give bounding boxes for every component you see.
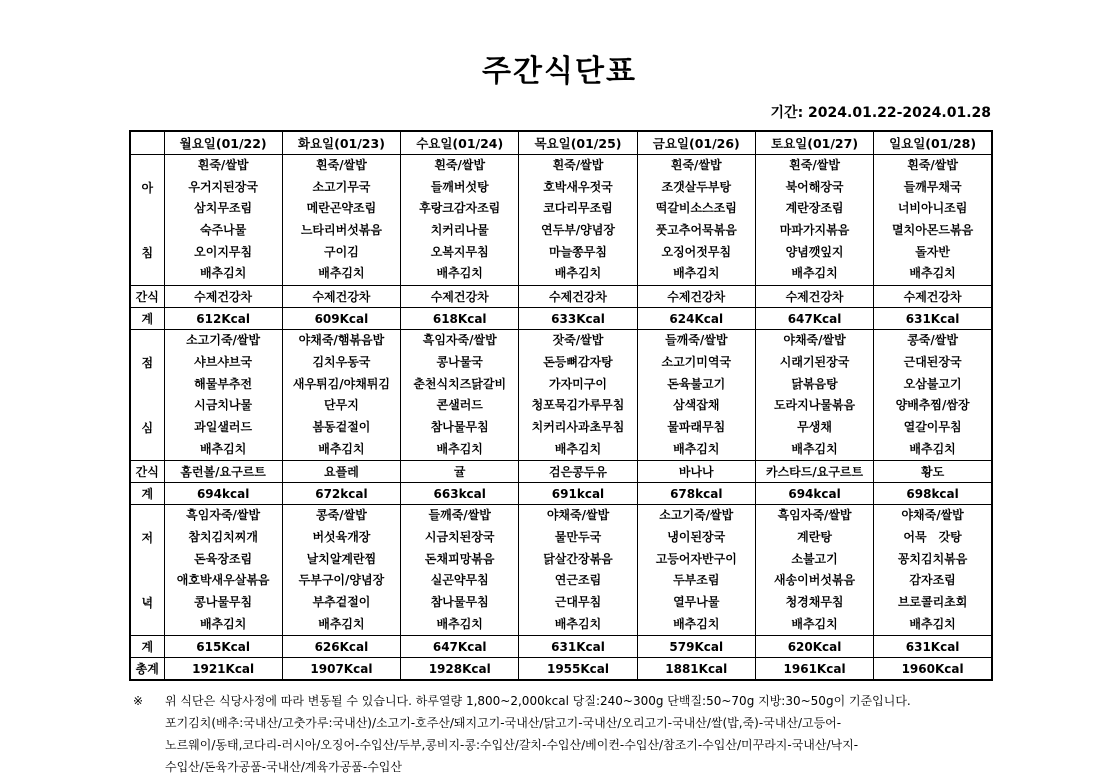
breakfast-kcal-label: 계 — [130, 308, 164, 330]
menu-item: 콩죽/쌀밥 — [316, 508, 367, 523]
menu-item: 호박새우젓국 — [543, 179, 613, 194]
menu-item: 콘샐러드 — [436, 398, 483, 413]
menu-item: 멸치아몬드볶음 — [892, 223, 974, 238]
lunch-snack-row — [130, 461, 992, 483]
menu-item: 청포묵김가루무침 — [531, 398, 625, 413]
lunch-kcal-label: 계 — [130, 483, 164, 505]
menu-item: 떡갈비소스조림 — [655, 201, 737, 216]
day-header: 월요일(01/22) — [164, 131, 282, 155]
lunch-label-box — [131, 330, 164, 460]
menu-item: 들깨무채국 — [903, 179, 962, 194]
breakfast-kcal-cell: 633Kcal — [519, 308, 637, 330]
menu-item: 과일샐러드 — [194, 419, 253, 434]
breakfast-snack-cell: 수제건강차 — [874, 286, 992, 308]
menu-item: 물파래무침 — [667, 419, 726, 434]
note-mark: ※ — [133, 694, 144, 708]
dinner-day-cell — [164, 505, 282, 636]
menu-item: 배추김치 — [318, 266, 365, 281]
lunch-row — [130, 330, 992, 461]
dinner-day-cell — [519, 505, 637, 636]
menu-item: 닭볶음탕 — [791, 376, 838, 391]
lunch-kcal-cell: 694kcal — [755, 483, 873, 505]
menu-item: 실곤약무침 — [430, 573, 489, 588]
dinner-kcal-cell: 631Kcal — [874, 636, 992, 658]
menu-item: 도라지나물볶음 — [773, 398, 856, 413]
lunch-snack-cell: 바나나 — [637, 461, 755, 483]
menu-item: 흰죽/쌀밥 — [197, 158, 249, 172]
menu-item: 배추김치 — [554, 441, 602, 456]
breakfast-day-cell — [637, 155, 755, 286]
menu-item: 코다리무조림 — [543, 201, 613, 216]
menu-item: 배추김치 — [909, 266, 956, 281]
menu-item: 잣죽/쌀밥 — [552, 333, 604, 348]
menu-item: 소고기미역국 — [661, 354, 732, 369]
breakfast-snack-cell: 수제건강차 — [401, 286, 519, 308]
breakfast-day-cell — [401, 155, 519, 286]
menu-item: 배추김치 — [436, 266, 483, 281]
menu-item: 배추김치 — [554, 616, 602, 631]
menu-item: 꽁치김치볶음 — [897, 551, 968, 566]
weekly-menu-table — [129, 130, 993, 681]
total-kcal-row — [130, 658, 992, 681]
corner-cell — [130, 131, 164, 155]
menu-item: 배추김치 — [199, 616, 247, 631]
menu-item: 흑임자죽/쌀밥 — [422, 333, 497, 348]
breakfast-day-cell — [164, 155, 282, 286]
lunch-day-cell — [874, 330, 992, 461]
breakfast-label-char: 아 — [141, 181, 154, 196]
menu-item: 소고기죽/쌀밥 — [186, 333, 261, 348]
breakfast-kcal-cell: 647Kcal — [755, 308, 873, 330]
menu-item: 야채죽/쌀밥 — [546, 508, 610, 523]
menu-item: 야채죽/햄볶음밥 — [298, 333, 385, 348]
menu-item: 참나물무침 — [430, 419, 489, 434]
menu-item: 날치알계란찜 — [306, 551, 377, 566]
menu-item: 김치우동국 — [312, 354, 371, 369]
menu-item: 풋고추어묵볶음 — [655, 223, 737, 238]
menu-item: 콩죽/쌀밥 — [907, 333, 958, 348]
menu-item: 두부구이/양념장 — [298, 573, 385, 588]
menu-item: 어묵 갓탕 — [903, 529, 962, 544]
menu-item: 배추김치 — [791, 616, 838, 631]
breakfast-label-box — [131, 155, 164, 285]
menu-item: 무생채 — [797, 419, 832, 434]
breakfast-day-cell — [874, 155, 992, 286]
breakfast-snack-cell: 수제건강차 — [637, 286, 755, 308]
lunch-kcal-cell: 672kcal — [282, 483, 400, 505]
total-kcal-cell: 1960Kcal — [874, 658, 992, 681]
dinner-kcal-cell: 631Kcal — [519, 636, 637, 658]
menu-item: 근대된장국 — [903, 354, 962, 369]
lunch-kcal-cell: 691kcal — [519, 483, 637, 505]
menu-item: 연두부/양념장 — [541, 223, 615, 238]
menu-item: 두부조림 — [673, 573, 720, 588]
menu-item: 봄동겉절이 — [312, 419, 371, 434]
menu-item: 조갯살두부탕 — [661, 179, 732, 194]
menu-item: 배추김치 — [791, 441, 838, 456]
dinner-kcal-cell: 626Kcal — [282, 636, 400, 658]
lunch-snack-cell: 홈런볼/요구르트 — [164, 461, 282, 483]
lunch-day-cell — [282, 330, 400, 461]
menu-item: 흑임자죽/쌀밥 — [777, 508, 852, 523]
menu-item: 들깨죽/쌀밥 — [428, 508, 491, 523]
lunch-label — [130, 330, 164, 461]
menu-item: 들깨죽/쌀밥 — [665, 333, 728, 348]
lunch-day-cell — [519, 330, 637, 461]
breakfast-kcal-cell: 624Kcal — [637, 308, 755, 330]
menu-item: 흰죽/쌀밥 — [789, 158, 840, 172]
menu-item: 야채죽/쌀밥 — [783, 333, 846, 348]
menu-item: 마파가지볶음 — [779, 223, 850, 238]
dinner-label-box — [131, 505, 164, 635]
day-header: 화요일(01/23) — [282, 131, 400, 155]
menu-item: 열갈이무침 — [903, 419, 962, 434]
menu-item: 연근조림 — [554, 573, 602, 588]
total-kcal-cell: 1961Kcal — [755, 658, 873, 681]
lunch-snack-cell: 요플레 — [282, 461, 400, 483]
total-kcal-cell: 1955Kcal — [519, 658, 637, 681]
breakfast-snack-cell: 수제건강차 — [755, 286, 873, 308]
menu-item: 흰죽/쌀밥 — [434, 158, 486, 172]
lunch-snack-cell: 귤 — [401, 461, 519, 483]
breakfast-day-cell — [755, 155, 873, 286]
menu-item: 배추김치 — [318, 441, 365, 456]
dinner-kcal-cell: 579Kcal — [637, 636, 755, 658]
menu-item: 돈채피망볶음 — [424, 551, 495, 566]
total-kcal-cell: 1928Kcal — [401, 658, 519, 681]
breakfast-label — [130, 155, 164, 286]
menu-item: 배추김치 — [199, 441, 247, 456]
menu-item: 우거지된장국 — [188, 179, 258, 194]
lunch-label-char: 점 — [141, 356, 154, 371]
menu-item: 애호박새우살볶음 — [176, 573, 270, 588]
day-header: 일요일(01/28) — [874, 131, 992, 155]
menu-item: 삼색잡채 — [673, 398, 720, 413]
lunch-snack-cell: 검은콩두유 — [519, 461, 637, 483]
menu-item: 샤브샤브국 — [194, 354, 253, 369]
menu-item: 후랑크감자조림 — [419, 201, 501, 216]
menu-item: 오복지무침 — [430, 244, 489, 259]
note-line: 위 식단은 식당사정에 따라 변동될 수 있습니다. 하루열량 1,800~2,000kcal 당질:240~300g 단백질:50~70g 지방:30~50g이 기준입니다. — [165, 694, 911, 708]
breakfast-kcal-cell: 612Kcal — [164, 308, 282, 330]
menu-item: 마늘쫑무침 — [549, 244, 607, 259]
menu-item: 돈등뼈감자탕 — [543, 354, 613, 369]
day-header: 금요일(01/26) — [637, 131, 755, 155]
menu-item: 야채죽/쌀밥 — [901, 508, 964, 523]
menu-item: 돌자반 — [915, 244, 950, 259]
dinner-label — [130, 505, 164, 636]
menu-item: 청경채무침 — [785, 595, 844, 609]
menu-item: 치커리나물 — [430, 223, 489, 238]
menu-item: 냉이된장국 — [667, 529, 726, 544]
lunch-day-cell — [164, 330, 282, 461]
menu-item: 느타리버섯볶음 — [300, 223, 382, 238]
menu-item: 고등어자반구이 — [655, 551, 737, 566]
lunch-kcal-cell: 678kcal — [637, 483, 755, 505]
total-kcal-cell: 1907Kcal — [282, 658, 400, 681]
menu-item: 가자미구이 — [549, 376, 607, 391]
menu-item: 북어해장국 — [785, 179, 844, 194]
menu-item: 열무나물 — [673, 595, 720, 609]
breakfast-kcal-row — [130, 308, 992, 330]
lunch-day-cell — [755, 330, 873, 461]
menu-item: 메란곤약조림 — [306, 201, 377, 216]
menu-item: 버섯육개장 — [312, 529, 371, 544]
menu-item: 계란탕 — [797, 529, 832, 544]
menu-item: 흰죽/쌀밥 — [670, 158, 722, 172]
breakfast-snack-cell: 수제건강차 — [282, 286, 400, 308]
menu-item: 소불고기 — [791, 551, 838, 566]
menu-item: 너비아니조림 — [897, 201, 968, 216]
dinner-kcal-cell: 620Kcal — [755, 636, 873, 658]
menu-item: 배추김치 — [318, 616, 365, 631]
lunch-day-cell — [401, 330, 519, 461]
dinner-day-cell — [401, 505, 519, 636]
note-line: 수입산/돈육가공품-국내산/계육가공품-수입산 — [165, 760, 402, 774]
menu-item: 새송이버섯볶음 — [773, 573, 856, 588]
breakfast-snack-label: 간식 — [130, 286, 164, 308]
menu-item: 브로콜리초회 — [897, 595, 968, 609]
menu-item: 근대무침 — [554, 595, 602, 609]
dinner-label-char: 저 — [141, 531, 154, 546]
menu-item: 숙주나물 — [199, 223, 247, 238]
lunch-snack-cell: 카스타드/요구르트 — [755, 461, 873, 483]
menu-item: 배추김치 — [909, 441, 956, 456]
dinner-kcal-cell: 647Kcal — [401, 636, 519, 658]
lunch-kcal-cell: 663kcal — [401, 483, 519, 505]
lunch-snack-label: 간식 — [130, 461, 164, 483]
day-header: 수요일(01/24) — [401, 131, 519, 155]
total-kcal-cell: 1881Kcal — [637, 658, 755, 681]
dinner-kcal-label: 계 — [130, 636, 164, 658]
menu-item: 배추김치 — [673, 266, 720, 281]
menu-item: 단무지 — [324, 398, 359, 413]
menu-item: 돈육장조림 — [194, 551, 253, 566]
menu-item: 배추김치 — [436, 616, 483, 631]
day-header: 토요일(01/27) — [755, 131, 873, 155]
breakfast-row — [130, 155, 992, 286]
menu-item: 참나물무침 — [430, 595, 489, 609]
breakfast-snack-cell: 수제건강차 — [164, 286, 282, 308]
menu-item: 오이지무침 — [194, 244, 253, 259]
menu-item: 계란장조림 — [785, 201, 844, 216]
breakfast-day-cell — [282, 155, 400, 286]
menu-item: 감자조림 — [909, 573, 956, 588]
note-line: 노르웨이/동태,코다리-러시아/오징어-수입산/두부,콩비지-콩:수입산/갈치-수입산/베이컨-수입산/참조기-수입산/미꾸라지-국내산/낙지- — [165, 738, 859, 752]
page-title: 주간식단표 — [482, 54, 637, 89]
menu-item: 콩나물국 — [436, 354, 483, 369]
lunch-day-cell — [637, 330, 755, 461]
dinner-day-cell — [755, 505, 873, 636]
menu-item: 배추김치 — [436, 441, 483, 456]
menu-item: 참치김치찌개 — [188, 529, 258, 544]
note-line: 포기김치(배추:국내산/고춧가루:국내산)/소고기-호주산/돼지고기-국내산/닭고기-국내산/오리고기-국내산/쌀(밥,죽)-국내산/고등어- — [165, 716, 842, 730]
menu-item: 흰죽/쌀밥 — [907, 158, 958, 172]
day-header-row — [130, 131, 992, 155]
menu-item: 돈육불고기 — [667, 376, 726, 391]
menu-item: 콩나물무침 — [194, 595, 253, 609]
dinner-day-cell — [874, 505, 992, 636]
lunch-label-char: 심 — [141, 421, 154, 436]
total-kcal-label: 총계 — [130, 658, 164, 681]
breakfast-kcal-cell: 609Kcal — [282, 308, 400, 330]
dinner-day-cell — [637, 505, 755, 636]
menu-item: 삼치무조림 — [194, 201, 253, 216]
notes — [133, 690, 953, 778]
lunch-snack-cell: 황도 — [874, 461, 992, 483]
menu-item: 시래기된장국 — [779, 354, 850, 369]
dinner-kcal-cell: 615Kcal — [164, 636, 282, 658]
breakfast-snack-cell: 수제건강차 — [519, 286, 637, 308]
menu-item: 소고기죽/쌀밥 — [659, 508, 734, 523]
menu-item: 오징어젓무침 — [661, 244, 732, 259]
menu-item: 춘천식치즈닭갈비 — [413, 376, 507, 391]
menu-item: 배추김치 — [199, 266, 247, 281]
breakfast-snack-row — [130, 286, 992, 308]
menu-item: 배추김치 — [673, 441, 720, 456]
menu-item: 시금치된장국 — [424, 529, 495, 544]
menu-item: 흰죽/쌀밥 — [316, 158, 367, 172]
menu-item: 구이김 — [324, 244, 359, 259]
menu-item: 닭살간장볶음 — [543, 551, 613, 566]
breakfast-label-char: 침 — [141, 246, 154, 261]
dinner-day-cell — [282, 505, 400, 636]
lunch-kcal-cell: 694kcal — [164, 483, 282, 505]
menu-item: 흑임자죽/쌀밥 — [186, 508, 261, 523]
menu-item: 시금치나물 — [194, 398, 253, 413]
lunch-kcal-cell: 698kcal — [874, 483, 992, 505]
menu-item: 오삼불고기 — [903, 376, 962, 391]
menu-item: 소고기무국 — [312, 179, 371, 194]
menu-item: 양념깻잎지 — [785, 244, 844, 259]
dinner-kcal-row — [130, 636, 992, 658]
breakfast-kcal-cell: 631Kcal — [874, 308, 992, 330]
dinner-label-char: 녁 — [141, 596, 154, 611]
menu-item: 흰죽/쌀밥 — [552, 158, 604, 172]
menu-item: 양배추찜/쌈장 — [895, 398, 970, 413]
period-label: 기간: 2024.01.22-2024.01.28 — [770, 105, 991, 121]
breakfast-kcal-cell: 618Kcal — [401, 308, 519, 330]
total-kcal-cell: 1921Kcal — [164, 658, 282, 681]
menu-item: 배추김치 — [909, 616, 956, 631]
menu-item: 배추김치 — [554, 266, 602, 281]
menu-item: 물만두국 — [554, 529, 602, 544]
menu-item: 배추김치 — [791, 266, 838, 281]
menu-item: 들깨버섯탕 — [430, 179, 489, 194]
menu-item: 새우튀김/야채튀김 — [292, 376, 390, 391]
breakfast-day-cell — [519, 155, 637, 286]
menu-item: 치커리사과초무침 — [531, 419, 625, 434]
menu-item: 배추김치 — [673, 616, 720, 631]
lunch-kcal-row — [130, 483, 992, 505]
menu-item: 부추겉절이 — [312, 595, 371, 609]
day-header: 목요일(01/25) — [519, 131, 637, 155]
dinner-row — [130, 505, 992, 636]
menu-item: 해물부추전 — [194, 376, 253, 391]
